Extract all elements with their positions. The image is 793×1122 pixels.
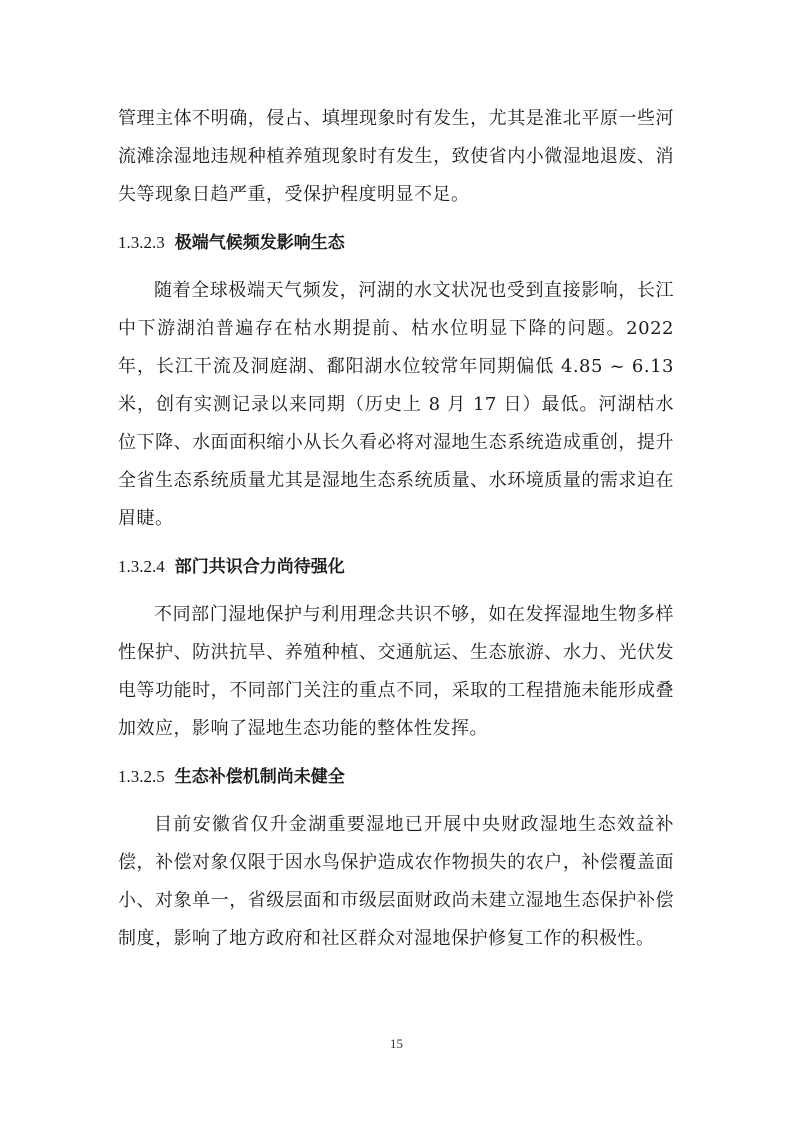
page-number: 15	[390, 1036, 403, 1051]
intro-paragraph: 管理主体不明确，侵占、填埋现象时有发生，尤其是淮北平原一些河流滩涂湿地违规种植养殖现象时有发生，致使省内小微湿地退废、消失等现象日趋严重，受保护程度明显不足。	[118, 108, 674, 205]
section-heading-1323	[118, 228, 674, 258]
section-number: 1.3.2.3	[118, 233, 165, 252]
section-title: 生态补偿机制尚未健全	[174, 767, 345, 787]
section-number: 1.3.2.4	[118, 557, 165, 576]
section-heading-1325	[118, 762, 674, 792]
section-title: 部门共识合力尚待强化	[174, 557, 345, 577]
section-paragraph-1325: 目前安徽省仅升金湖重要湿地已开展中央财政湿地生态效益补偿，补偿对象仅限于因水鸟保护造成农作物损失的农户，补偿覆盖面小、对象单一，省级层面和市级层面财政尚未建立湿地生态保护补偿制度，影响了地方政府和社区群众对湿地保护修复工作的积极性。	[118, 814, 674, 949]
section-heading-1324	[118, 552, 674, 582]
section-number: 1.3.2.5	[118, 767, 165, 786]
section-paragraph-1323: 随着全球极端天气频发，河湖的水文状况也受到直接影响，长江中下游湖泊普遍存在枯水期提前、枯水位明显下降的问题。2022 年，长江干流及洞庭湖、鄱阳湖水位较常年同期偏低 4.85 ~ 6.13 米，创有实测记录以来同期（历史上 8 月 17 日）最低。河湖枯水位下降、水面面积缩小从长久看必将对湿地生态系统造成重创，提升全省生态系统质量尤其是湿地生态系统质量、水环境质量的需求迫在眉睫。	[118, 280, 674, 529]
page-body	[118, 100, 674, 958]
section-paragraph-1324: 不同部门湿地保护与利用理念共识不够，如在发挥湿地生物多样性保护、防洪抗旱、养殖种植、交通航运、生态旅游、水力、光伏发电等功能时，不同部门关注的重点不同，采取的工程措施未能形成叠加效应，影响了湿地生态功能的整体性发挥。	[118, 604, 674, 739]
section-title: 极端气候频发影响生态	[174, 233, 345, 253]
